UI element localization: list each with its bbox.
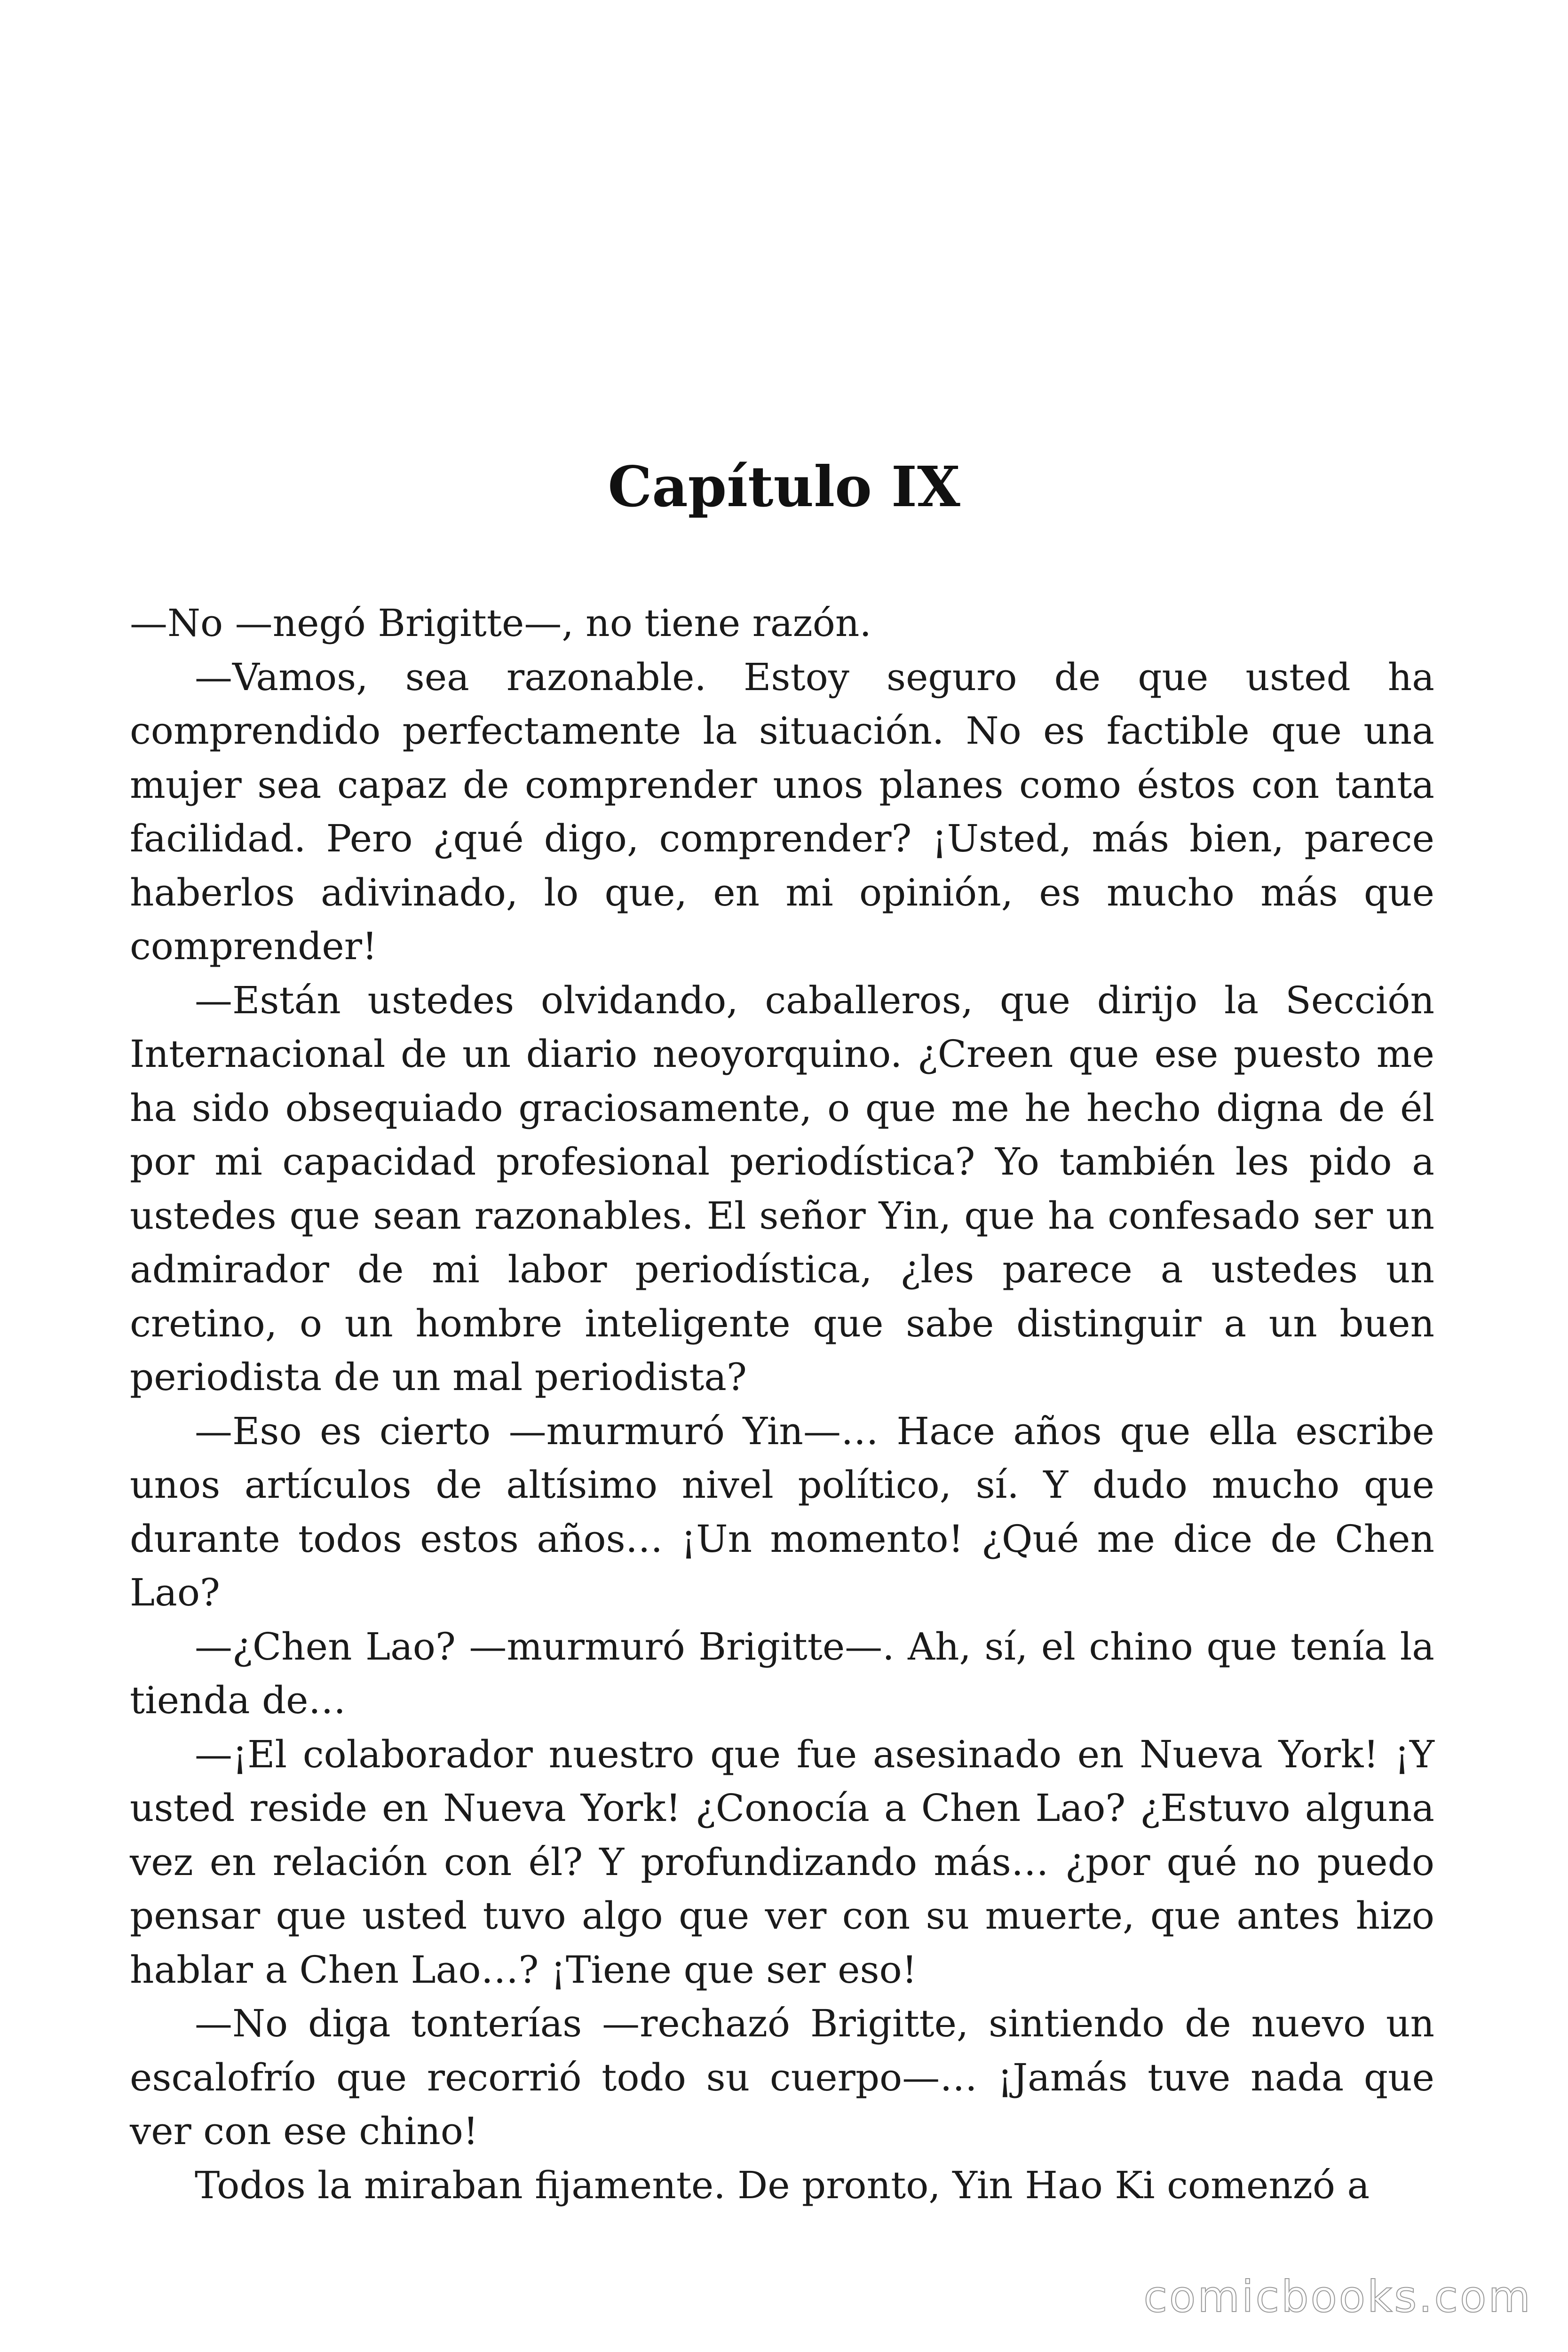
- paragraph: —¡El colaborador nuestro que fue asesinado en Nueva York! ¡Y usted reside en Nueva York! ¿Conocía a Chen Lao? ¿Estuvo alguna vez en relación con él? Y profundizando más… ¿por qué no puedo pensar que usted tuvo algo que ver con su muerte, que antes hizo hablar a Chen Lao…? ¡Tiene que ser eso!: [130, 1732, 1434, 1992]
- paragraph: —Vamos, sea razonable. Estoy seguro de que usted ha comprendido perfectamente la situación. No es factible que una mujer sea capaz de comprender unos planes como éstos con tanta facilidad. Pero ¿qué digo, comprender? ¡Usted, más bien, parece haberlos adivinado, lo que, en mi opinión, es mucho más que comprender!: [130, 655, 1434, 968]
- paragraph: Todos la miraban fijamente. De pronto, Yin Hao Ki comenzó a: [195, 2163, 1370, 2207]
- paragraph: —Eso es cierto —murmuró Yin—… Hace años que ella escribe unos artículos de altísimo nivel político, sí. Y dudo mucho que durante todos estos años… ¡Un momento! ¿Qué me dice de Chen Lao?: [130, 1409, 1434, 1614]
- paragraph: —No —negó Brigitte—, no tiene razón.: [130, 601, 871, 645]
- paragraph: —No diga tonterías —rechazó Brigitte, sintiendo de nuevo un escalofrío que recorrió todo su cuerpo—… ¡Jamás tuve nada que ver con ese chino!: [130, 2002, 1434, 2153]
- paragraph: —Están ustedes olvidando, caballeros, que dirijo la Sección Internacional de un diario neoyorquino. ¿Creen que ese puesto me ha sido obsequiado graciosamente, o que me he hecho digna de él por mi capacidad profesional periodística? Yo también les pido a ustedes que sean razonables. El señor Yin, que ha confesado ser un admirador de mi labor periodística, ¿les parece a ustedes un cretino, o un hombre inteligente que sabe distinguir a un buen periodista de un mal periodista?: [130, 978, 1434, 1399]
- chapter-title: Capítulo IX: [608, 454, 960, 519]
- watermark: comicbooks.com: [1143, 2272, 1532, 2322]
- chapter-text: [130, 596, 1434, 2212]
- paragraph: —¿Chen Lao? —murmuró Brigitte—. Ah, sí, el chino que tenía la tienda de…: [130, 1624, 1434, 1722]
